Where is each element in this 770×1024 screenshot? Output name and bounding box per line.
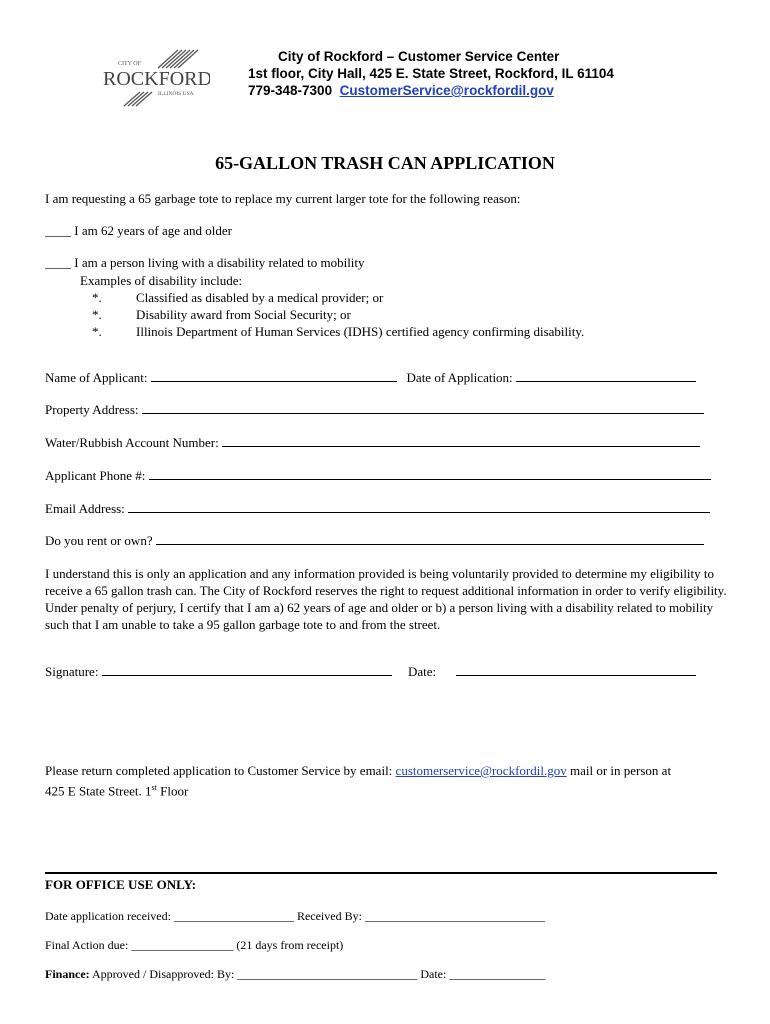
phone-row xyxy=(45,467,711,484)
office-finance-row xyxy=(45,967,545,982)
city-logo xyxy=(100,48,210,108)
header-phone: 779-348-7300 xyxy=(248,83,333,98)
signature-date-label: Date: xyxy=(407,664,437,679)
email-row xyxy=(45,500,710,517)
logo-sub-text: ILLINOIS USA xyxy=(158,91,194,97)
rent-own-field[interactable] xyxy=(156,532,704,545)
account-number-row xyxy=(45,434,700,451)
received-by-field: Received By: ______________________________ xyxy=(296,909,545,923)
header-email-link[interactable]: CustomerService@rockfordil.gov xyxy=(339,83,554,98)
logo-small-text: CITY OF xyxy=(118,61,141,67)
name-field[interactable] xyxy=(151,369,397,382)
option-age: ____ I am 62 years of age and older xyxy=(45,223,232,238)
header-line2: 1st floor, City Hall, 425 E. State Street, Rockford, IL 61104 xyxy=(248,66,614,81)
property-address-label: Property Address: xyxy=(45,402,139,417)
return-email-link[interactable]: customerservice@rockfordil.gov xyxy=(395,763,567,778)
date-of-application-field[interactable] xyxy=(516,369,696,382)
date-received-field: Date application received: ____________________ xyxy=(45,909,294,923)
email-label: Email Address: xyxy=(45,501,125,516)
rent-own-row xyxy=(45,532,704,549)
example-item: *. Classified as disabled by a medical provider; or xyxy=(92,290,384,305)
email-field[interactable] xyxy=(128,500,710,513)
name-row xyxy=(45,369,696,386)
office-date-received-row xyxy=(45,909,545,924)
signature-label: Signature: xyxy=(45,664,99,679)
property-address-field[interactable] xyxy=(142,401,704,414)
office-final-action-row xyxy=(45,938,343,953)
examples-heading: Examples of disability include: xyxy=(80,273,243,288)
rent-own-label: Do you rent or own? xyxy=(45,533,153,548)
option-disability: ____ I am a person living with a disability related to mobility xyxy=(45,255,365,270)
phone-field[interactable] xyxy=(149,467,711,480)
page-title: 65-GALLON TRASH CAN APPLICATION xyxy=(215,153,555,173)
date-of-application-label: Date of Application: xyxy=(406,370,513,385)
finance-approval-field: Approved / Disapproved: By: ______________________________ xyxy=(92,967,418,981)
final-action-note: (21 days from receipt) xyxy=(236,938,344,952)
example-item: *. Illinois Department of Human Services (IDHS) certified agency confirming disability. xyxy=(92,324,585,339)
property-address-row xyxy=(45,401,704,418)
final-action-field: Final Action due: _________________ xyxy=(45,938,234,952)
name-label: Name of Applicant: xyxy=(45,370,148,385)
account-number-label: Water/Rubbish Account Number: xyxy=(45,435,219,450)
finance-date-field: Date: ________________ xyxy=(420,967,546,981)
signature-field[interactable] xyxy=(102,663,392,676)
intro-text: I am requesting a 65 garbage tote to replace my current larger tote for the following reason: xyxy=(45,191,521,206)
rockford-logo-icon xyxy=(100,48,210,108)
certification-text: I understand this is only an application and any information provided is being voluntarily provided to determine my eligibility to receive a 65 gallon trash can. The City of Rockford reserves the right to request additional information in order to verify eligibility. Under penalty of perjury, I certify that I am a) 62 years of age and older or b) a person living with a disability related to mobility such that I am unable to take a 95 gallon garbage tote to and from the street. xyxy=(45,566,727,632)
disability-examples xyxy=(80,272,584,340)
finance-label: Finance: xyxy=(45,967,90,981)
header-line3 xyxy=(248,82,614,99)
example-item: *. Disability award from Social Security; or xyxy=(92,307,351,322)
return-instructions: Please return completed application to Customer Service by email: customerservice@rockfordil.gov mail or in person at 425 E State Street. 1st Floor xyxy=(45,763,672,799)
logo-name: ROCKFORD xyxy=(103,68,210,90)
signature-date-field[interactable] xyxy=(456,663,696,676)
account-number-field[interactable] xyxy=(222,434,700,447)
header-line1: City of Rockford – Customer Service Center xyxy=(278,49,560,64)
office-divider xyxy=(45,872,717,874)
office-heading: FOR OFFICE USE ONLY: xyxy=(45,877,197,892)
signature-row xyxy=(45,663,696,680)
header-contact xyxy=(248,48,614,99)
phone-label: Applicant Phone #: xyxy=(45,468,146,483)
